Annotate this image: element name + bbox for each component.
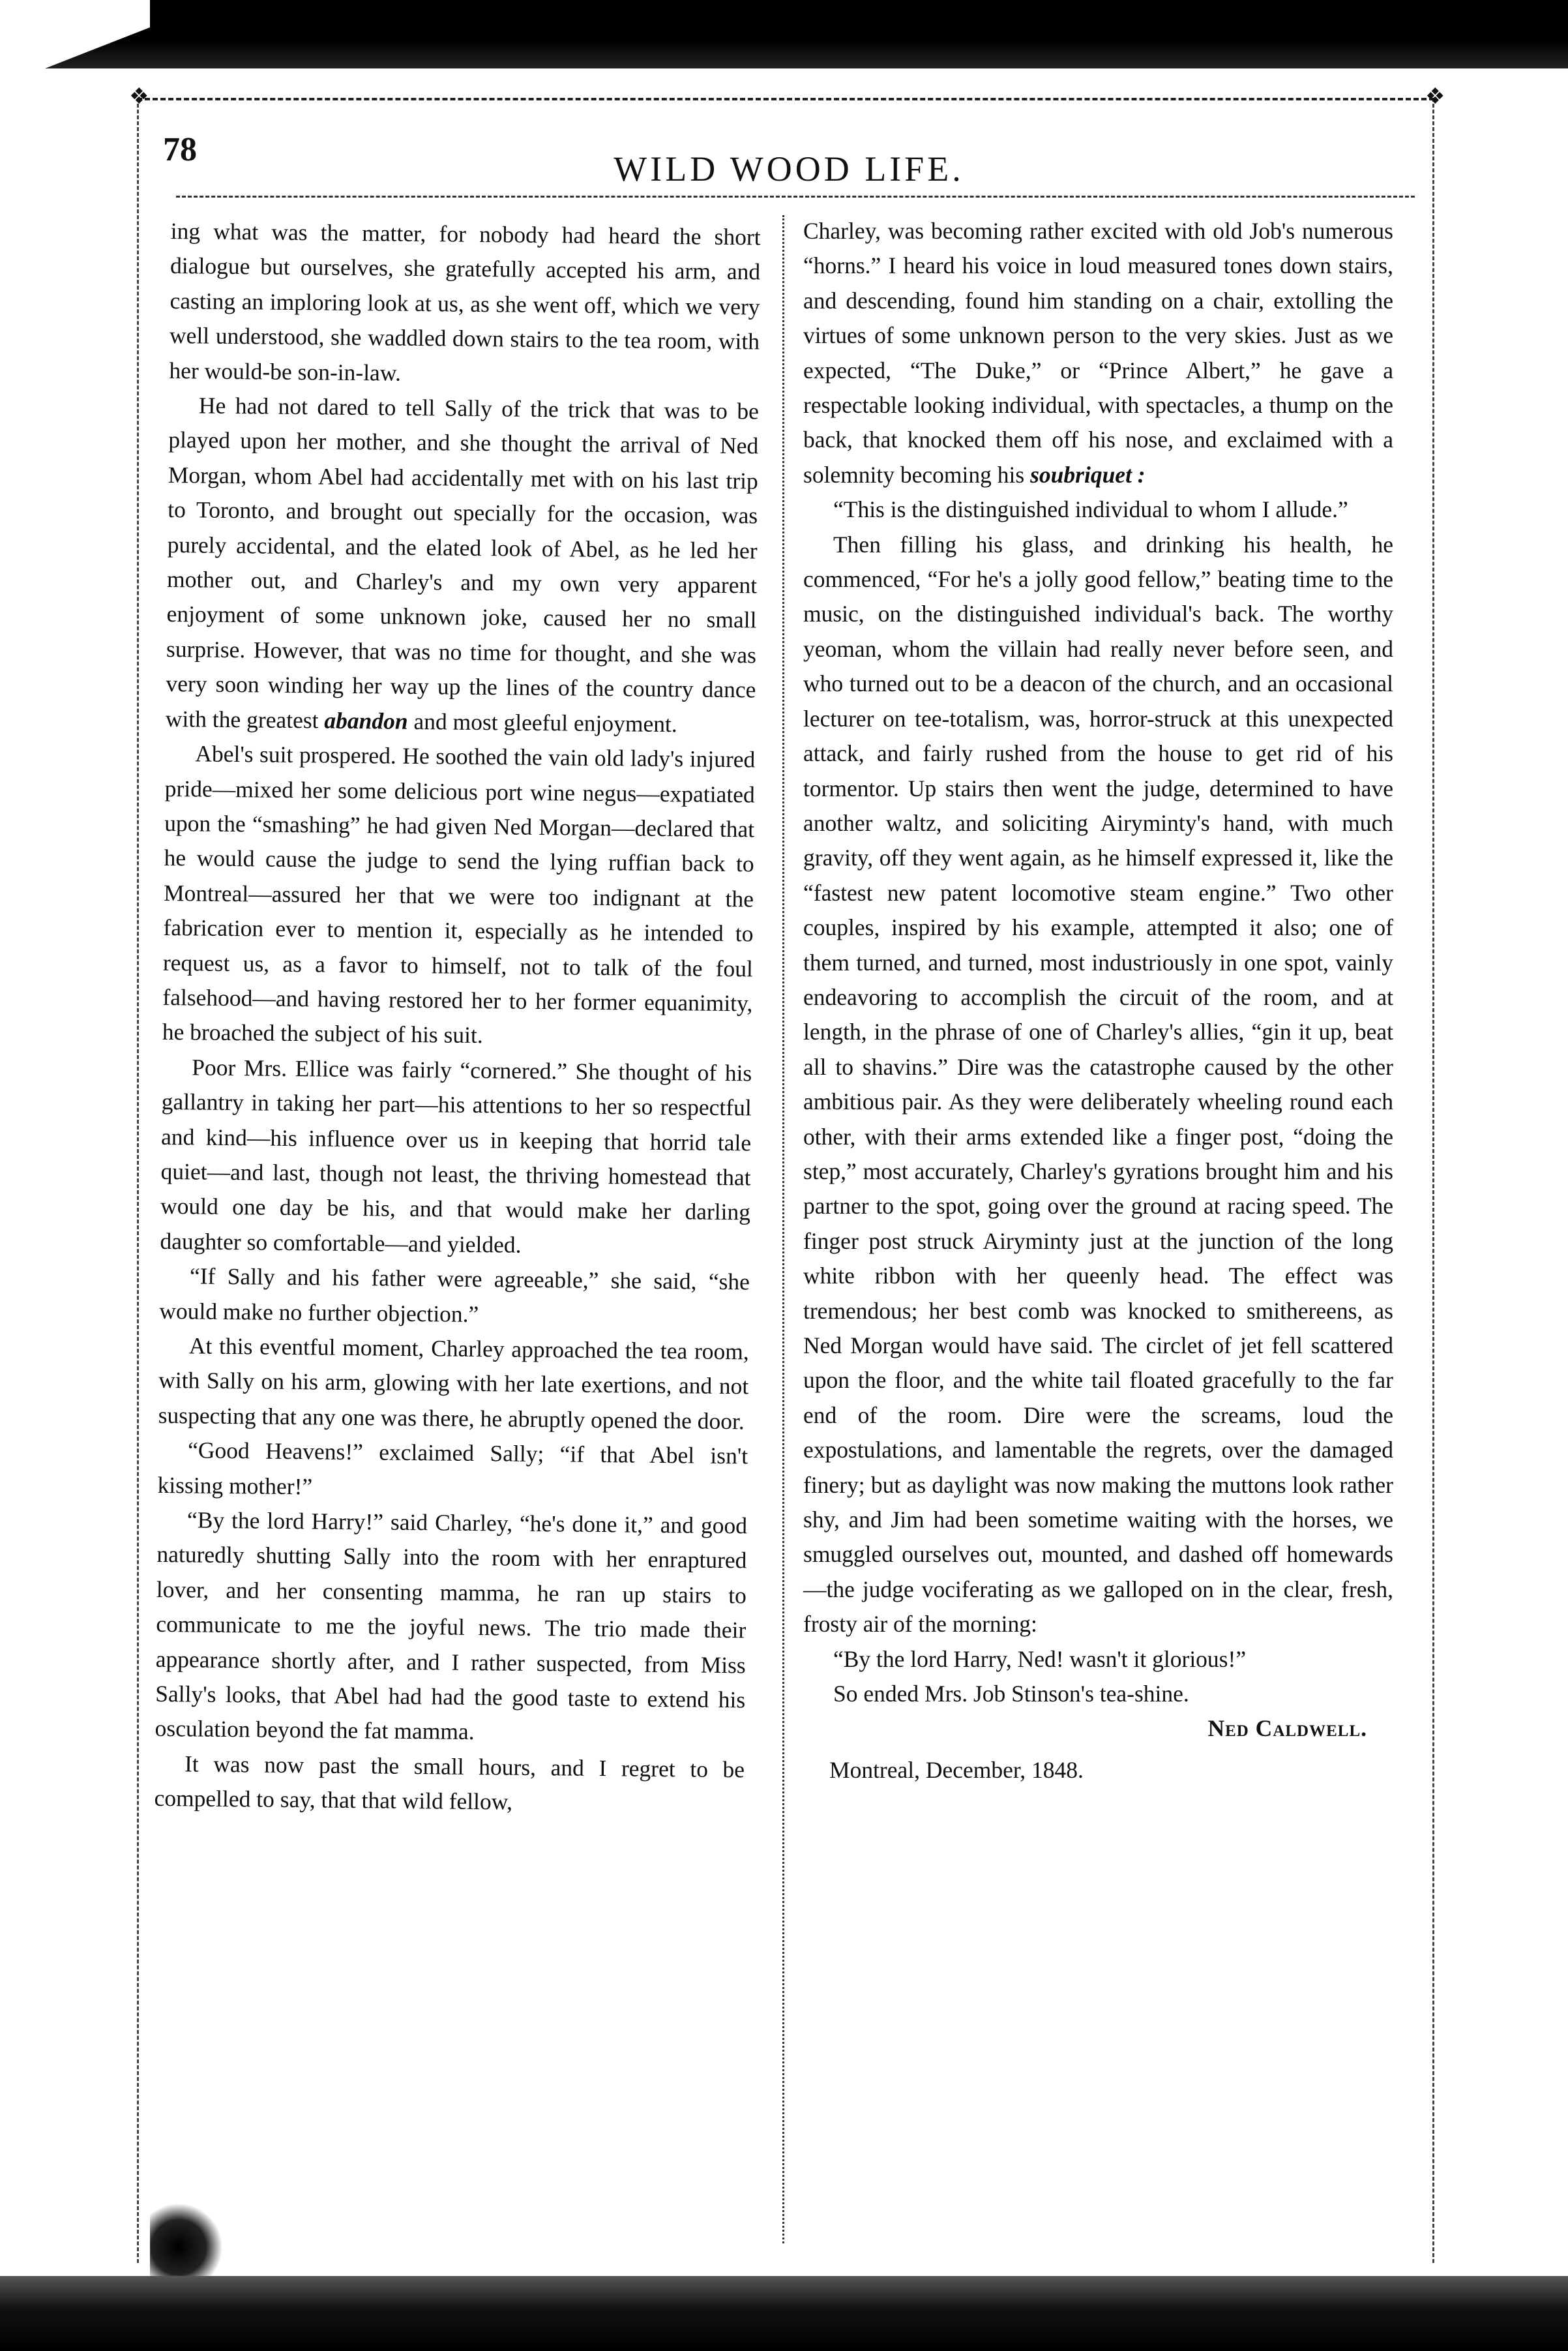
scan-edge-notch bbox=[0, 0, 150, 68]
ink-blot bbox=[150, 2204, 222, 2276]
italic-word-soubriquet: soubriquet : bbox=[1030, 461, 1146, 488]
page-number: 78 bbox=[163, 131, 197, 168]
left-paragraph-2-end: and most gleeful enjoyment. bbox=[413, 708, 677, 737]
right-paragraph-4: “By the lord Harry, Ned! wasn't it glorious!” bbox=[833, 1645, 1247, 1672]
right-paragraph-5: So ended Mrs. Job Stinson's tea-shine. bbox=[833, 1681, 1189, 1707]
italic-word-abandon: abandon bbox=[324, 707, 408, 734]
right-paragraph-1 bbox=[803, 214, 1393, 492]
dateline: Montreal, December, 1848. bbox=[829, 1756, 1084, 1783]
left-column bbox=[154, 214, 761, 1822]
frame-ornament-left: ❖ bbox=[129, 85, 149, 109]
left-paragraph-8: “By the lord Harry!” said Charley, “he's done it,” and good naturedly shutting Sally into the room with her enraptured lover, and her consenting mamma, he ran up stairs to communicate to me the joyful news. The trio made their appearance shortly after, and I rather suspected, from Miss Sally's looks, that Abel had had the good taste to extend his osculation beyond the fat mamma. bbox=[155, 1506, 748, 1745]
author-signature: Ned Caldwell. bbox=[1207, 1715, 1367, 1742]
left-paragraph-2-text: He had not dared to tell Sally of the trick that was to be played upon her mother, and she thought the arrival of Ned Morgan, whom Abel had accidentally met with on his last trip to Toronto, and brought out specially for the occasion, was purely accidental, and the elated look of Abel, as he led her mother out, and Charley's and my own very apparent enjoyment of some unknown joke, caused her no small surprise. However, that was no time for thought, and she was very soon winding her way up the lines of the country dance with the greatest bbox=[165, 392, 760, 734]
page-header bbox=[163, 130, 1415, 202]
right-column bbox=[803, 214, 1393, 1788]
left-paragraph-7: “Good Heavens!” exclaimed Sally; “if that Abel isn't kissing mother!” bbox=[157, 1437, 748, 1500]
scan-edge-top bbox=[0, 0, 1568, 68]
frame-ornament-right: ❖ bbox=[1425, 85, 1445, 109]
right-paragraph-1-text: Charley, was becoming rather excited with old Job's numerous “horns.” I heard his voice in loud measured tones down stairs, and descending, found him standing on a chair, extolling the virtues of some unknown person to the very skies. Just as we expected, “The Duke,” or “Prince Albert,” he gave a respectable looking individual, with spectacles, a thump on the back, that knocked them off his nose, and exclaimed with a solemnity becoming his bbox=[803, 218, 1393, 488]
scan-edge-bottom bbox=[0, 2276, 1568, 2351]
left-paragraph-1: ing what was the matter, for nobody had heard the short dialogue but ourselves, she gratefully accepted his arm, and casting an imploring look at us, as she went off, which we very well understood, she waddled down stairs to the tea room, with her would-be son-in-law. bbox=[169, 217, 761, 386]
left-paragraph-9: It was now past the small hours, and I regret to be compelled to say, that that wild fellow, bbox=[154, 1750, 745, 1815]
left-paragraph-2 bbox=[166, 388, 760, 743]
left-paragraph-6: At this eventful moment, Charley approached the tea room, with Sally on his arm, glowing with her late exertions, and not suspecting that any one was there, he abruptly opened the door. bbox=[158, 1332, 749, 1435]
left-paragraph-5: “If Sally and his father were agreeable,” she said, “she would make no further objection.” bbox=[159, 1263, 750, 1327]
right-paragraph-3: Then filling his glass, and drinking his health, he commenced, “For he's a jolly good fellow,” beating time to the music, on the distinguished individual's back. The worthy yeoman, whom the villain had really never before seen, and who turned out to be a deacon of the church, and an occasional lecturer on tee-totalism, was, horror-struck at this unexpected attack, and fairly rushed from the house to get rid of his tormentor. Up stairs then went the judge, determined to have another waltz, and soliciting Airyminty's hand, with much gravity, off they went again, as he himself expressed it, like the “fastest new patent locomotive steam engine.” Two other couples, inspired by his example, attempted it also; one of them turned, and turned, most industriously in one spot, vainly endeavoring to accomplish the circuit of the room, and at length, in the phrase of one of Charley's allies, “gin it up, beat all to shavins.” Dire was the catastrophe caused by the other ambitious pair. As they were deliberately wheeling round each other, with their arms extended like a finger post, “doing the step,” most accurately, Charley's gyrations brought him and his partner to the spot, going over the ground at racing speed. The finger post struck Airyminty just at the junction of the long white ribbon with her queenly head. The effect was tremendous; her best comb was knocked to smithereens, as Ned Morgan would have said. The circlet of jet fell scattered upon the floor, and the white tail floated gracefully to the far end of the room. Dire were the screams, loud the expostulations, and lamentable the regrets, over the damaged finery; but as daylight was now making the muttons look rather shy, and Jim had been sometime waiting with the horses, we smuggled ourselves out, mounted, and dashed off homewards—the judge vociferating as we galloped on in the clear, fresh, frosty air of the morning: bbox=[803, 531, 1393, 1638]
right-paragraph-2: “This is the distinguished individual to whom I allude.” bbox=[833, 496, 1348, 523]
running-title: WILD WOOD LIFE. bbox=[614, 149, 964, 188]
left-paragraph-4: Poor Mrs. Ellice was fairly “cornered.” She thought of his gallantry in taking her part—his attentions to her so respectful and kind—his influence over us in keeping that horrid tale quiet—and last, though not least, the thriving homestead that would one day be his, and that would make her darling daughter so comfortable—and yielded. bbox=[160, 1054, 752, 1258]
header-rule bbox=[176, 196, 1415, 198]
left-paragraph-3: Abel's suit prospered. He soothed the vain old lady's injured pride—mixed her some delicious port wine negus—expatiated upon the “smashing” he had given Ned Morgan—declared that he would cause the judge to send the lying ruffian back to Montreal—assured her that we were too indignant at the fabrication ever to mention it, especially as he intended to request us, as a favor to himself, not to talk of the foul falsehood—and having restored her to her former equanimity, he broached the subject of his suit. bbox=[162, 740, 756, 1049]
column-divider bbox=[782, 215, 784, 2243]
